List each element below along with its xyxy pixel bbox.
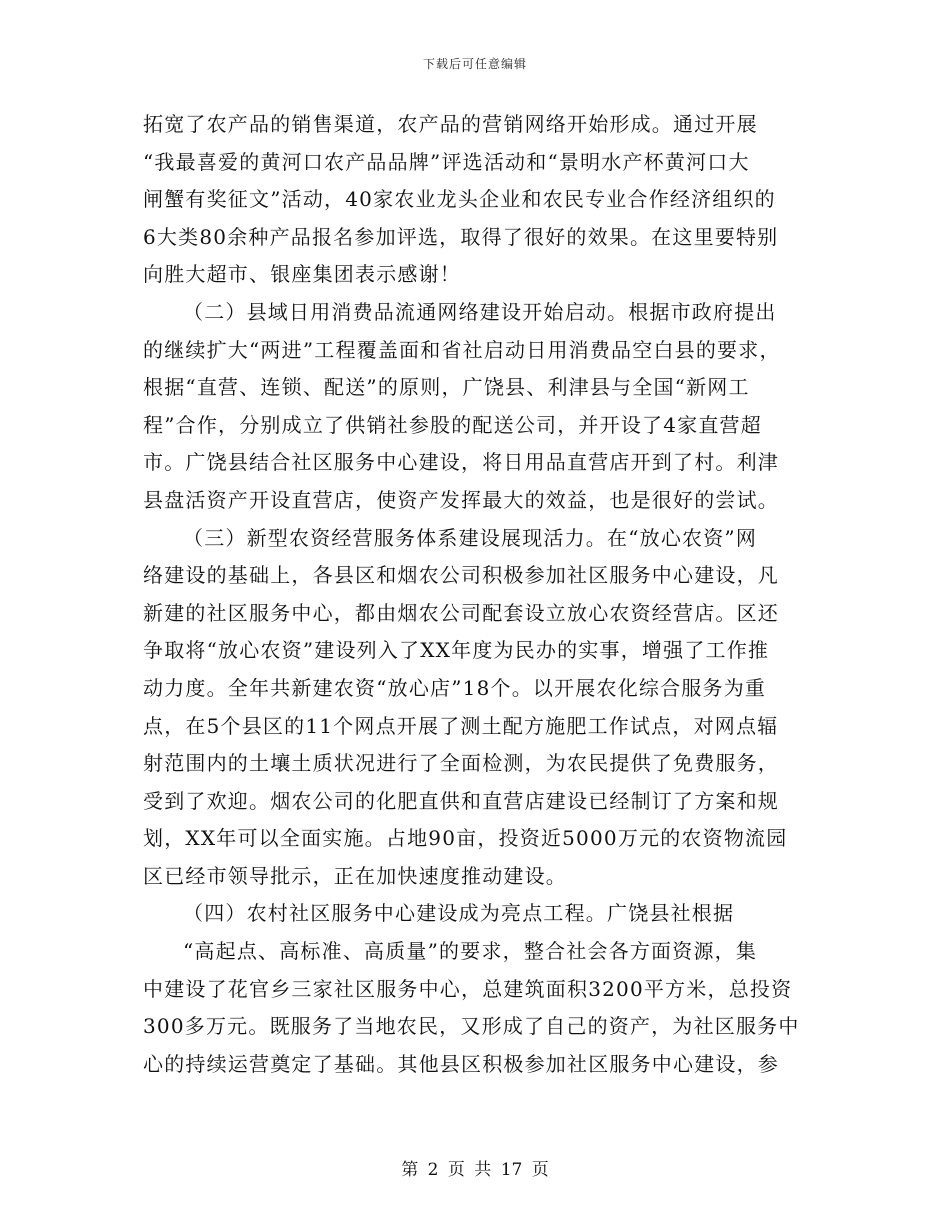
text-line: 300多万元。既服务了当地农民，又形成了自己的资产，为社区服务中 [143,1014,800,1039]
text-line: 县盘活资产开设直营店，使资产发挥最大的效益，也是很好的尝试。 [143,487,779,512]
text-line: 络建设的基础上，各县区和烟农公司积极参加社区服务中心建设，凡 [143,563,779,588]
text-line: 受到了欢迎。烟农公司的化肥直供和直营店建设已经制订了方案和规 [143,788,779,813]
text-line: 根据“直营、连锁、配送”的原则，广饶县、利津县与全国“新网工 [143,375,750,400]
text-line: （四）农村社区服务中心建设成为亮点工程。广饶县社根据 [183,901,735,926]
text-line: 拓宽了农产品的销售渠道，农产品的营销网络开始形成。通过开展 [143,112,758,136]
page-header: 下载后可任意编辑 [422,57,527,71]
document-body [143,106,811,1083]
text-line: 争取将“放心农资”建设列入了XX年度为民办的实事，增强了工作推 [143,638,770,663]
text-line: 点，在5个县区的11个网点开展了测土配方施肥工作试点，对网点辐 [143,713,779,738]
text-line: 射范围内的土壤土质状况进行了全面检测，为农民提供了免费服务， [143,751,779,776]
text-line: 闸蟹有奖征文”活动，40家农业龙头企业和农民专业合作经济组织的 [143,187,776,212]
text-line: 程”合作，分别成立了供销社参股的配送公司，并开设了4家直营超 [143,412,762,437]
text-line: 心的持续运营奠定了基础。其他县区积极参加社区服务中心建设，参 [143,1051,779,1076]
text-line: “我最喜爱的黄河口农产品品牌”评选活动和“景明水产杯黄河口大 [143,149,750,174]
text-line: “高起点、高标准、高质量”的要求，整合社会各方面资源，集 [183,939,758,964]
text-line: 区已经市领导批示，正在加快速度推动建设。 [143,863,567,888]
text-line: 中建设了花官乡三家社区服务中心，总建筑面积3200平方米，总投资 [143,976,793,1001]
text-line: 的继续扩大“两进”工程覆盖面和省社启动日用消费品空白县的要求， [143,337,781,362]
text-line: （二）县域日用消费品流通网络建设开始启动。根据市政府提出 [183,299,777,324]
text-line: 市。广饶县结合社区服务中心建设，将日用品直营店开到了村。利津 [143,450,779,475]
text-line: 6大类80余种产品报名参加评选，取得了很好的效果。在这里要特别 [143,224,779,249]
text-line: 动力度。全年共新建农资“放心店”18个。以开展农化综合服务为重 [143,675,767,700]
text-line: 划，XX年可以全面实施。占地90亩，投资近5000万元的农资物流园 [143,826,788,851]
text-line: 新建的社区服务中心，都由烟农公司配套设立放心农资经营店。区还 [143,600,779,625]
text-line: 向胜大超市、银座集团表示感谢！ [143,262,461,287]
text-line: （三）新型农资经营服务体系建设展现活力。在“放心农资”网 [183,525,758,550]
page-footer: 第 2 页 共 17 页 [401,1160,549,1180]
